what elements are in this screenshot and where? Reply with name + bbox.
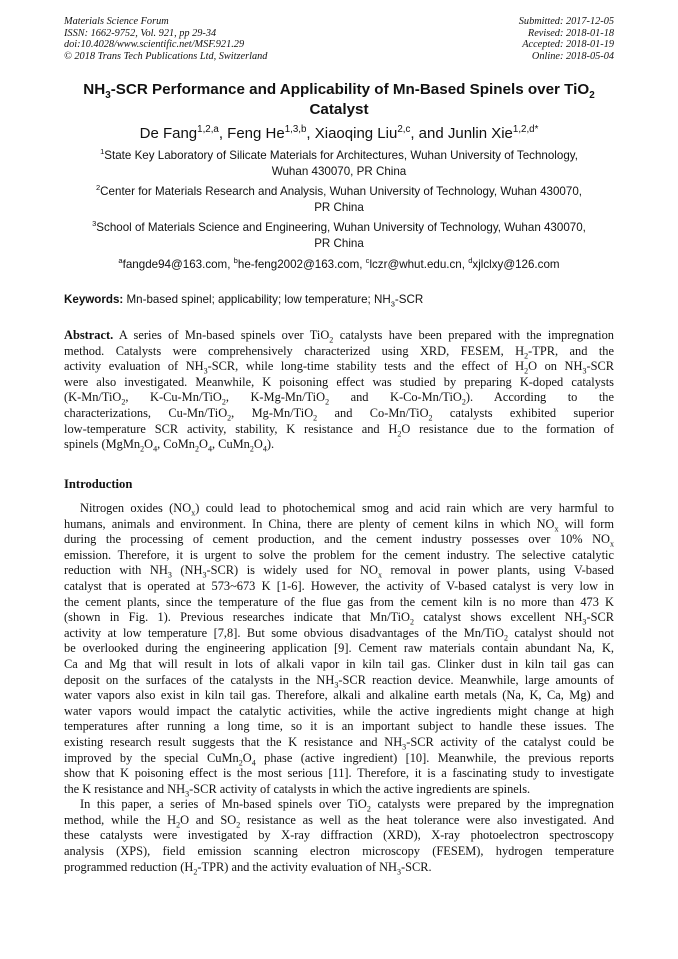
intro-line: show that K poisoning effect is the most serious [11]. Therefore, it is a fascinating study to investigate bbox=[64, 766, 614, 781]
intro-line: deposit on the surfaces of the catalysts in the $NH_3$-SCR reaction device. Meanwhile, large amounts of bbox=[64, 672, 614, 689]
intro-line: (shown in Fig. 1). Previous researches indicate that Mn/TiO$_2$ catalyst shows excellent $NH_3$-SCR bbox=[64, 610, 614, 627]
title-line-1: $NH_3$-SCR Performance and Applicability of Mn-Based Spinels over TiO$_2$ bbox=[83, 81, 595, 102]
abstract-line: Abstract. A series of Mn-based spinels over TiO$_2$ catalysts have been prepared with the impregnation bbox=[64, 328, 614, 345]
intro-line: programmed reduction $(H_2-TPR)$ and the activity evaluation of $NH_3$-SCR. bbox=[64, 859, 432, 877]
intro-line: existing research result suggests that the K resistance and $NH_3$-SCR activity of the catalyst could be bbox=[64, 734, 614, 752]
intro-line: catalyst that is operated at 573~673 K [1-6]. However, the activity of V-based catalyst is very low in bbox=[64, 578, 614, 593]
affiliation-1-line-2: Wuhan 430070, PR China bbox=[271, 164, 407, 178]
online-date: Online: 2018-05-04 bbox=[531, 50, 614, 62]
intro-line: In this paper, a series of Mn-based spinels over TiO$_2$ catalysts were prepared by the impregnation bbox=[80, 797, 614, 814]
intro-line: the K resistance and $NH_3$-SCR activity of catalysts in which the active ingredients are spinels. bbox=[64, 781, 531, 799]
intro-line: the cement plants, since the temperature of the flue gas from the cement kiln is no more than 473 K bbox=[64, 594, 614, 609]
introduction-body bbox=[64, 501, 614, 875]
intro-line: emission. Therefore, it is urgent to solve the problem for the cement industry. The selective catalytic bbox=[64, 547, 614, 562]
intro-line: during the processing of cement production, and the cement industry possesses over 10% $NO_x$ bbox=[64, 532, 614, 549]
author-list: De Fang$^{1,2,a}$, Feng He$^{1,3,b}$, Xiaoqing Liu$^{2,c}$, and Junlin Xie$^{1,2,d*}$ bbox=[139, 124, 539, 142]
affiliation-2-line-1: $^2$Center for Materials Research and Analysis, Wuhan University of Technology, Wuhan 430070, bbox=[95, 183, 583, 198]
affiliation-1-line-1: $^1$State Key Laboratory of Silicate Materials for Architectures, Wuhan University of Technology, bbox=[100, 147, 578, 162]
keywords-label: Keywords: bbox=[64, 293, 124, 306]
copyright-line: © 2018 Trans Tech Publications Ltd, Switzerland bbox=[64, 50, 268, 62]
affiliation-3-line-2: PR China bbox=[314, 236, 364, 250]
intro-line: analysis (XPS), field emission scanning electron microscopy (FESEM), hydrogen temperature bbox=[64, 844, 614, 859]
abstract-line: activity evaluation of $NH_3$-SCR, while long-time stability tests and the effect of $H_2O$ on $NH_3$-SCR bbox=[64, 359, 615, 376]
affiliation-1 bbox=[50, 148, 628, 179]
affiliation-3-line-1: $^3$School of Materials Science and Engineering, Wuhan University of Technology, Wuhan 430070, bbox=[92, 219, 586, 234]
intro-line: humans, animals and environment. In China, there are plenty of cement kilns in which $NO_x$ will form bbox=[64, 516, 615, 534]
intro-line: temperatures after running a long time, so it is an important subject to handle these issues. The bbox=[64, 719, 614, 734]
accepted-date: Accepted: 2018-01-19 bbox=[522, 39, 614, 50]
abstract-line: were also investigated. Meanwhile, K poisoning effect was studied by preparing K-doped catalysts bbox=[64, 374, 614, 389]
abstract bbox=[64, 328, 614, 453]
intro-line: be overlooked during the engineering application [9]. Cement raw materials contain abundant Na, K, bbox=[64, 641, 614, 656]
title-line-2: Catalyst bbox=[309, 101, 369, 118]
submitted-date: Submitted: 2017-12-05 bbox=[518, 16, 614, 27]
intro-line: reduction with $NH_3$ $(NH_3-SCR)$ is widely used for $NO_x$ removal in power plants, using V-based bbox=[64, 563, 614, 580]
intro-line: these catalysts were investigated by X-ray diffraction (XRD), X-ray photoelectron spectroscopy bbox=[64, 828, 614, 843]
abstract-line: spinels ($MgMn_2O_4$, $CoMn_2O_4$, $CuMn_2O_4$). bbox=[64, 437, 275, 454]
intro-line: water vapors would impact the catalytic activities, while the active ingredients might change at high bbox=[64, 703, 614, 718]
publication-dates bbox=[519, 16, 614, 62]
abstract-line: low-temperature SCR activity, stability, K resistance and $H_2O$ resistance due to the formation of bbox=[64, 421, 614, 439]
keywords-text: Mn-based spinel; applicability; low temperature; $NH_3$-SCR bbox=[123, 293, 424, 309]
paper-title bbox=[40, 80, 638, 120]
keywords bbox=[64, 292, 624, 307]
doi-line: doi:10.4028/www.scientific.net/MSF.921.29 bbox=[64, 39, 245, 50]
affiliation-2-line-2: PR China bbox=[314, 200, 364, 214]
affiliation-2 bbox=[50, 184, 628, 215]
affiliation-3 bbox=[50, 220, 628, 251]
issn-line: ISSN: 1662-9752, Vol. 921, pp 29-34 bbox=[64, 27, 217, 39]
revised-date: Revised: 2018-01-18 bbox=[527, 27, 614, 39]
abstract-line: method. Catalysts were comprehensively characterized using XRD, FESEM, $H_2$-TPR, and the bbox=[64, 343, 614, 361]
journal-info bbox=[64, 16, 267, 62]
intro-line: improved by the special $CuMn_2O_4$ phase (active ingredient) [10]. Meanwhile, the previous reports bbox=[64, 750, 614, 767]
author-emails: $^a$fangde94@163.com, $^b$he-feng2002@163.com, $^c$lczr@whut.edu.cn, $^d$xjlclxy@126.com bbox=[118, 256, 560, 271]
section-heading: Introduction bbox=[64, 477, 133, 491]
intro-line: Ca and Mg that will result in lots of alkali vapor in kiln tail gas. Clinker dust in kiln tail gas can bbox=[64, 656, 614, 671]
intro-line: activity at low temperature [7,8]. But some obvious disadvantages of the Mn/TiO$_2$ catalyst should not bbox=[64, 625, 614, 643]
abstract-line: (K-Mn/TiO$_2$, K-Cu-Mn/TiO$_2$, K-Mg-Mn/TiO$_2$ and K-Co-Mn/TiO$_2$). According to the bbox=[64, 390, 614, 407]
intro-line: method, while the $H_2O$ and $SO_2$ resistance as well as the heat tolerance were also investigated. And bbox=[64, 812, 615, 830]
abstract-line: characterizations, Cu-Mn/TiO$_2$, Mg-Mn/TiO$_2$ and Co-Mn/TiO$_2$ catalysts exhibited superior bbox=[64, 405, 614, 423]
journal-name: Materials Science Forum bbox=[64, 16, 169, 27]
intro-line: Nitrogen oxides $(NO_x)$ could lead to photochemical smog and acid rain which are very harmful to bbox=[80, 501, 614, 518]
intro-line: water vapors also exist in kiln tail gas. Therefore, alkali and alkaline earth metals (Na, K, Ca, Mg) and bbox=[64, 688, 614, 703]
